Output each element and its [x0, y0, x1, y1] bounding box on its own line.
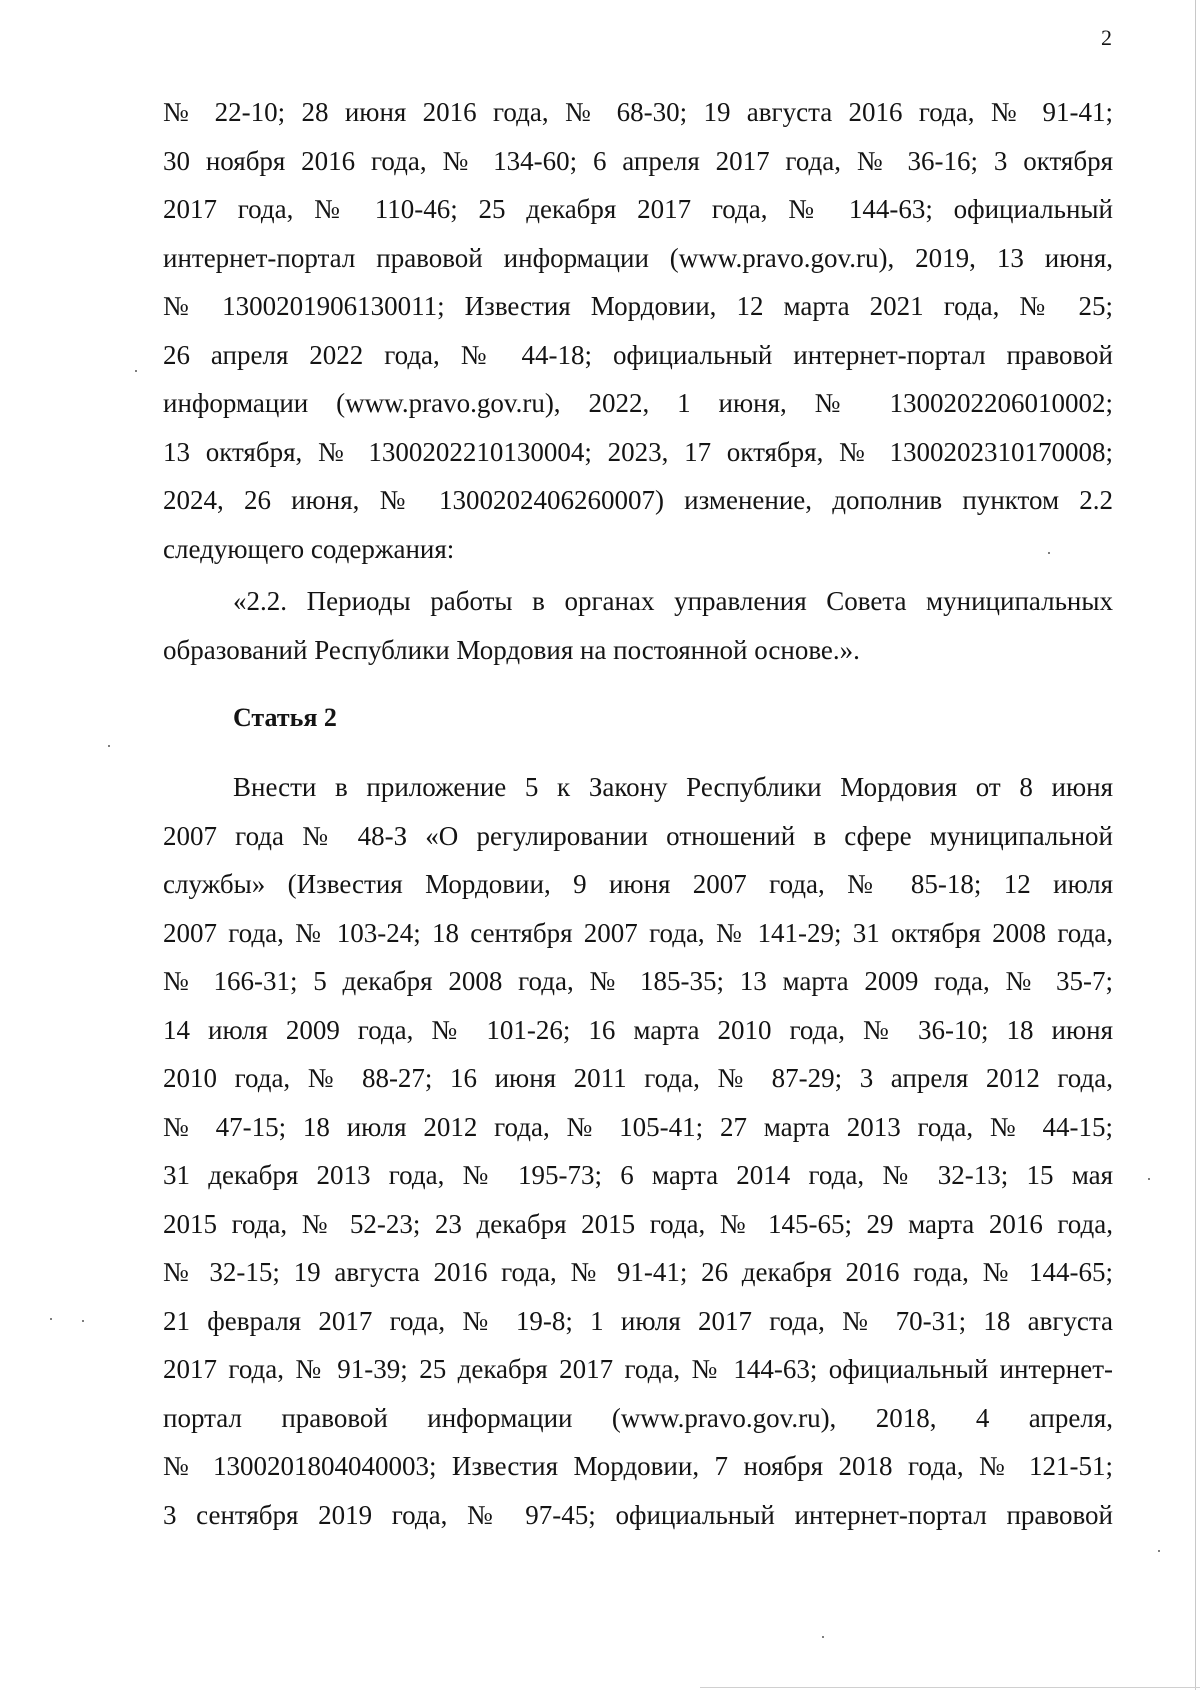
paragraph-1-line: 30 ноября 2016 года, № 134-60; 6 апреля 2017 года, № 36-16; 3 октября — [163, 145, 1113, 176]
scan-speck — [50, 1318, 52, 1320]
paragraph-3-line: № 47-15; 18 июля 2012 года, № 105-41; 27 марта 2013 года, № 44-15; — [163, 1111, 1113, 1142]
paragraph-3 — [163, 763, 1113, 1539]
paragraph-1-line: интернет-портал правовой информации (www.pravo.gov.ru), 2019, 13 июня, — [163, 242, 1113, 273]
paragraph-2-line: образований Республики Мордовия на постоянной основе.». — [163, 634, 860, 665]
scan-bottom-line — [700, 1687, 1200, 1688]
scan-speck — [135, 370, 137, 372]
paragraph-3-line: портал правовой информации (www.pravo.gov.ru), 2018, 4 апреля, — [163, 1402, 1113, 1433]
paragraph-2-line: «2.2. Периоды работы в органах управления Совета муниципальных — [233, 586, 1113, 616]
paragraph-3-line: 14 июля 2009 года, № 101-26; 16 марта 2010 года, № 36-10; 18 июня — [163, 1014, 1113, 1045]
paragraph-3-line: 2017 года, № 91-39; 25 декабря 2017 года, № 144-63; официальный интернет- — [163, 1354, 1113, 1384]
scan-speck — [82, 1320, 84, 1322]
scan-speck — [1158, 1550, 1160, 1552]
paragraph-3-line: 31 декабря 2013 года, № 195-73; 6 марта 2014 года, № 32-13; 15 мая — [163, 1160, 1113, 1190]
scan-speck — [822, 1636, 824, 1638]
paragraph-3-line: № 1300201804040003; Известия Мордовии, 7 ноября 2018 года, № 121-51; — [163, 1451, 1113, 1481]
paragraph-3-line: 21 февраля 2017 года, № 19-8; 1 июля 2017 года, № 70-31; 18 августа — [163, 1305, 1113, 1336]
paragraph-3-line: 3 сентября 2019 года, № 97-45; официальный интернет-портал правовой — [163, 1499, 1113, 1530]
scan-edge-line — [1195, 0, 1196, 1690]
page-number: 2 — [1101, 25, 1112, 50]
paragraph-1-line: 2017 года, № 110-46; 25 декабря 2017 года, № 144-63; официальный — [163, 194, 1113, 224]
paragraph-3-line: 2007 года № 48-З «О регулировании отношений в сфере муниципальной — [163, 820, 1113, 851]
scan-speck — [1148, 1178, 1150, 1180]
paragraph-1-line: № 1300201906130011; Известия Мордовии, 12 марта 2021 года, № 25; — [163, 291, 1113, 321]
scan-speck — [1048, 552, 1050, 554]
paragraph-1-line: следующего содержания: — [163, 533, 455, 564]
paragraph-3-line: 2010 года, № 88-27; 16 июня 2011 года, № 87-29; 3 апреля 2012 года, — [163, 1063, 1113, 1093]
paragraph-1-line: 2024, 26 июня, № 1300202406260007) изменение, дополнив пунктом 2.2 — [163, 485, 1113, 515]
scan-speck — [108, 745, 110, 747]
paragraph-3-line: 2015 года, № 52-23; 23 декабря 2015 года, № 145-65; 29 марта 2016 года, — [163, 1208, 1113, 1239]
article-heading: Статья 2 — [233, 703, 337, 732]
paragraph-3-line: № 32-15; 19 августа 2016 года, № 91-41; 26 декабря 2016 года, № 144-65; — [163, 1257, 1113, 1287]
paragraph-1-line: 13 октября, № 1300202210130004; 2023, 17 октября, № 1300202310170008; — [163, 436, 1113, 467]
paragraph-1-line: 26 апреля 2022 года, № 44-18; официальный интернет-портал правовой — [163, 339, 1113, 370]
paragraph-1 — [163, 88, 1113, 573]
paragraph-1-line: информации (www.pravo.gov.ru), 2022, 1 июня, № 1300202206010002; — [163, 388, 1113, 418]
paragraph-3-line: Внести в приложение 5 к Закону Республики Мордовия от 8 июня — [233, 772, 1113, 802]
paragraph-3-line: службы» (Известия Мордовии, 9 июня 2007 года, № 85-18; 12 июля — [163, 869, 1113, 899]
paragraph-1-line: № 22-10; 28 июня 2016 года, № 68-30; 19 августа 2016 года, № 91-41; — [163, 97, 1113, 127]
paragraph-3-line: № 166-31; 5 декабря 2008 года, № 185-35; 13 марта 2009 года, № 35-7; — [163, 966, 1113, 996]
paragraph-2 — [163, 577, 1113, 674]
paragraph-3-line: 2007 года, № 103-24; 18 сентября 2007 года, № 141-29; 31 октября 2008 года, — [163, 917, 1113, 948]
